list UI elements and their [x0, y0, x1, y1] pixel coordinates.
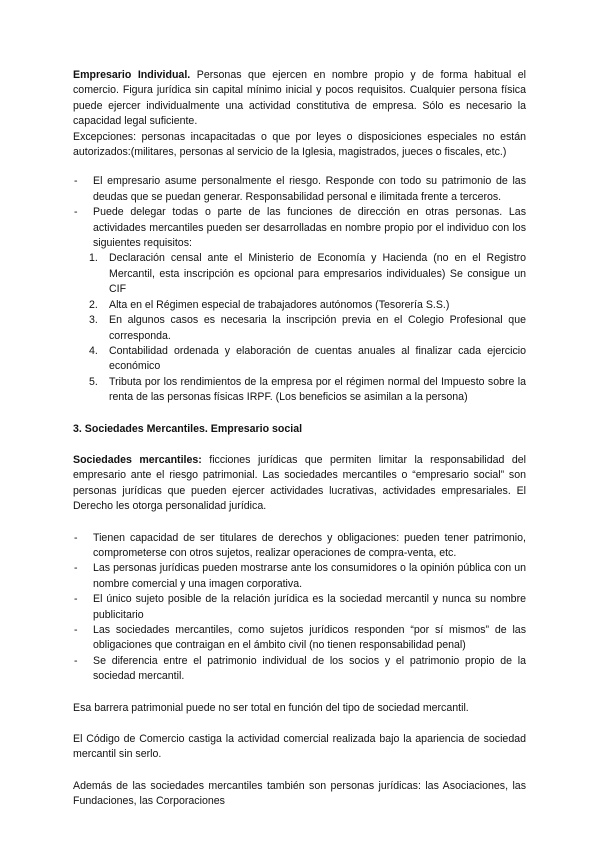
- list-item: - Las sociedades mercantiles, como sujetos jurídicos responden “por sí mismos” de las obligaciones que contraigan en el ámbito civil (no tienen responsabilidad penal): [73, 623, 526, 654]
- item-text: Alta en el Régimen especial de trabajadores autónomos (Tesorería S.S.): [109, 298, 450, 311]
- item-number: 4.: [89, 344, 98, 357]
- numbered-list-requisitos: [73, 251, 526, 405]
- numbered-item: [73, 375, 526, 406]
- item-text: Declaración censal ante el Ministerio de Economía y Hacienda (no en el Registro Mercantil, esta inscripción es opcional para empresarios individuales) Se consigue un CIF: [109, 252, 526, 296]
- paragraph-empresario-individual: [73, 68, 526, 130]
- list-item: - Las personas jurídicas pueden mostrarse ante los consumidores o la opinión pública con un nombre comercial y una imagen corporativa.: [73, 561, 526, 592]
- item-number: 1.: [89, 252, 98, 265]
- item-number: 3.: [89, 314, 98, 327]
- document-page: [73, 68, 526, 810]
- item-text: Tributa por los rendimientos de la empresa por el régimen normal del Impuesto sobre la renta de las personas físicas IRPF. (Los beneficios se asimilan a la persona): [109, 375, 526, 404]
- list-item: - El único sujeto posible de la relación jurídica es la sociedad mercantil y nunca su nombre publicitario: [73, 592, 526, 623]
- section-heading: [73, 422, 526, 437]
- item-text: En algunos casos es necesaria la inscripción previa en el Colegio Profesional que corresponda.: [109, 314, 526, 342]
- section-heading-text: 3. Sociedades Mercantiles. Empresario social: [73, 422, 303, 435]
- list-item: - Puede delegar todas o parte de las funciones de dirección en otras personas. Las actividades mercantiles pueden ser desarrolladas en nombre propio por el individuo con los siguientes requisitos:: [73, 205, 526, 251]
- paragraph-text: Personas que ejercen en nombre propio y de forma habitual el comercio. Figura jurídica sin capital mínimo inicial y pocos requisitos. Cualquier persona física puede ejercer individualmente una actividad constitutiva de empresa. Sólo es necesario la capacidad legal suficiente.: [73, 69, 526, 128]
- item-text: Contabilidad ordenada y elaboración de cuentas anuales al finalizar cada ejercicio económico: [109, 344, 526, 373]
- term-empresario-individual: Empresario Individual.: [73, 69, 191, 81]
- item-number: 5.: [89, 375, 98, 388]
- item-number: 2.: [89, 298, 98, 311]
- list-item: - El empresario asume personalmente el riesgo. Responde con todo su patrimonio de las deudas que se puedan generar. Responsabilidad personal e ilimitada frente a terceros.: [73, 174, 526, 205]
- list-sociedades: [73, 531, 526, 685]
- paragraph-personas-juridicas: Además de las sociedades mercantiles también son personas jurídicas: las Asociaciones, las Fundaciones, las Corporaciones: [73, 779, 526, 808]
- list-empresario-individual: [73, 174, 526, 405]
- term-sociedades-mercantiles: Sociedades mercantiles:: [73, 453, 202, 466]
- numbered-item: [73, 344, 526, 375]
- list-item: - Tienen capacidad de ser titulares de derechos y obligaciones: pueden tener patrimonio, comprometerse con otros sujetos, realizar operaciones de compra-venta, etc.: [73, 531, 526, 562]
- paragraph-excepciones: Excepciones: personas incapacitadas o que por leyes o disposiciones especiales no están autorizados:(militares, personas al servicio de la Iglesia, magistrados, jueces o fiscales, etc.): [73, 130, 526, 159]
- list-item: - Se diferencia entre el patrimonio individual de los socios y el patrimonio propio de la sociedad mercantil.: [73, 654, 526, 685]
- numbered-item: [73, 298, 526, 313]
- paragraph-codigo-comercio: El Código de Comercio castiga la actividad comercial realizada bajo la apariencia de sociedad mercantil sin serlo.: [73, 733, 526, 761]
- paragraph-text: ficciones jurídicas que permiten limitar la responsabilidad del empresario ante el riesgo patrimonial. Las sociedades mercantiles o “empresario social” son personas jurídicas que pueden ejercer actividades lucrativas, actividades empresariales. El Derecho les otorga personalidad jurídica.: [73, 453, 526, 513]
- numbered-item: [73, 251, 526, 297]
- paragraph-sociedades-mercantiles: [73, 453, 526, 515]
- paragraph-barrera: Esa barrera patrimonial puede no ser total en función del tipo de sociedad mercantil.: [73, 701, 469, 714]
- numbered-item: [73, 313, 526, 344]
